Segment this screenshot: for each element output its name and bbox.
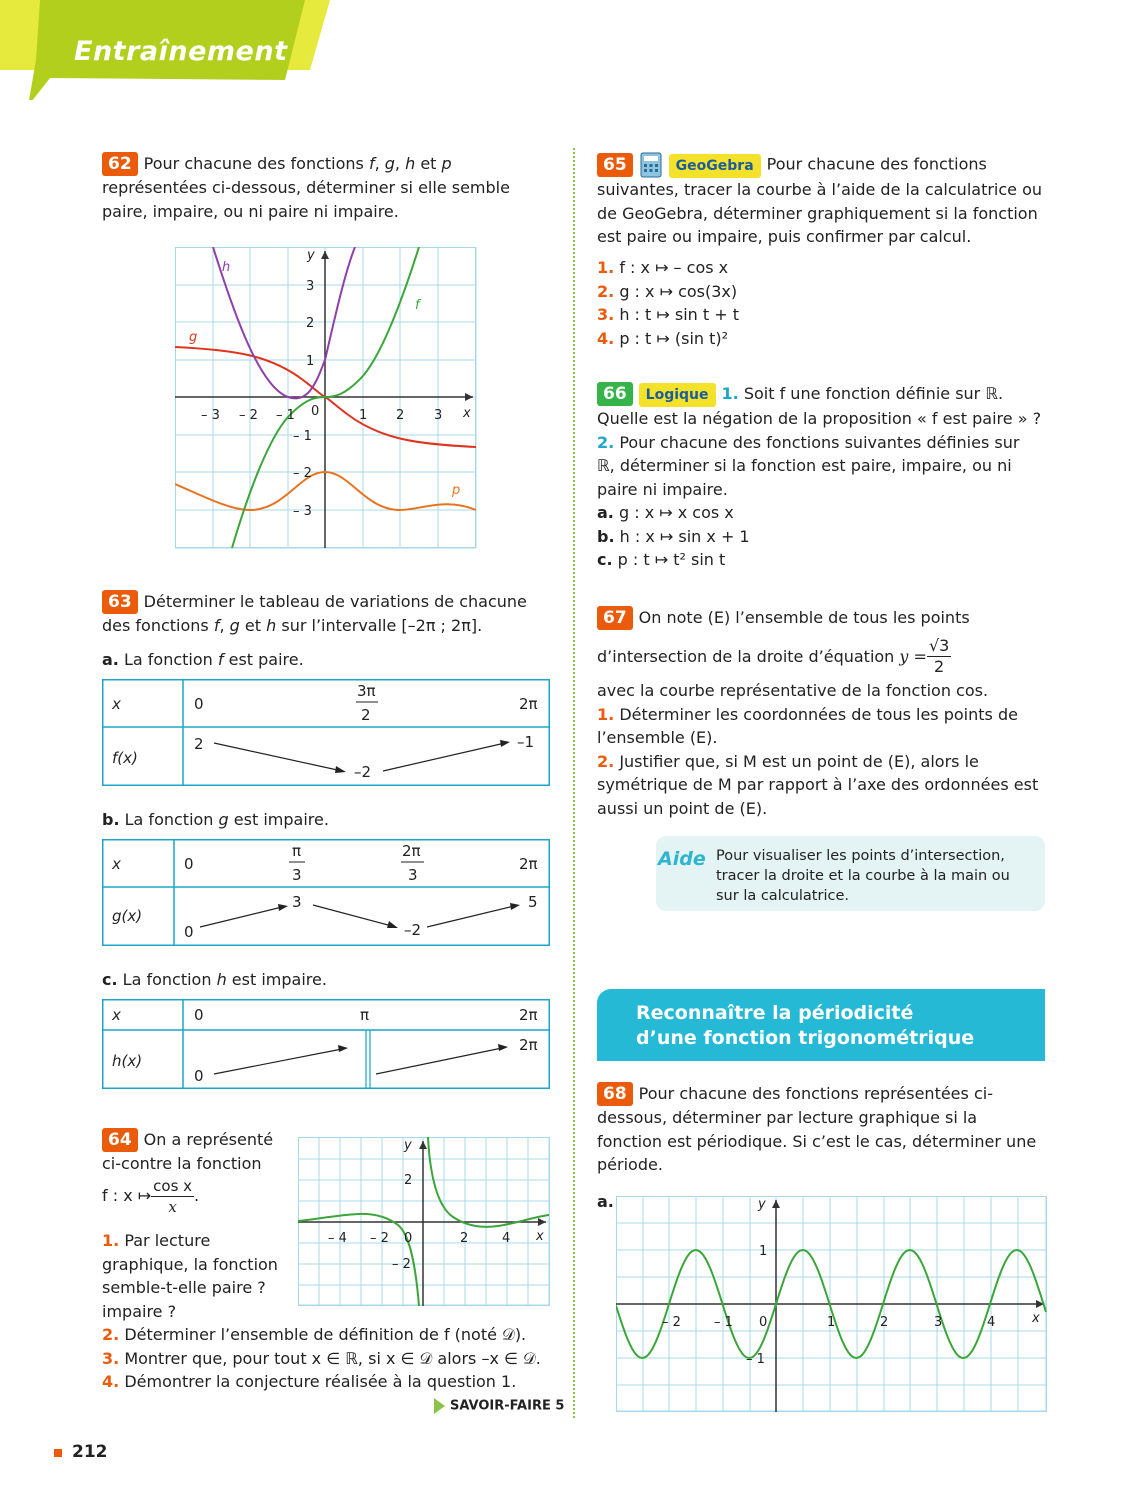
graph-64 bbox=[298, 1137, 550, 1306]
aide-text: Pour visualiser les points d’intersection, tracer la droite et la courbe à la main ou sur la calculatrice. bbox=[716, 848, 1010, 904]
svg-text:2: 2 bbox=[361, 706, 371, 724]
column-divider bbox=[573, 148, 575, 1418]
svg-text:π: π bbox=[360, 1006, 370, 1024]
y-tick: – 2 bbox=[293, 466, 312, 481]
svg-text:4: 4 bbox=[987, 1315, 996, 1330]
footer-bullet bbox=[54, 1449, 62, 1457]
graph-62-labels bbox=[189, 248, 471, 519]
section-title: Reconnaître la périodicité d’une fonction trigonométrique bbox=[636, 1002, 975, 1049]
list-item: 4. p : t ↦ (sin t)² bbox=[597, 328, 729, 348]
exercise-number: 68 bbox=[597, 1082, 633, 1106]
svg-text:π: π bbox=[292, 842, 302, 860]
graph-62 bbox=[175, 247, 477, 549]
ex67-body: avec la courbe représentative de la fonction cos. 1. Déterminer les coordonnées de tous les points de l’ensemble (E). 2. Justifier que, si M est un point de (E), alors le symétrique de M par rapport à l’axe des ordonnées est aussi un point de (E). bbox=[597, 681, 1039, 818]
svg-text:5: 5 bbox=[528, 893, 538, 911]
svg-text:1: 1 bbox=[759, 1244, 768, 1259]
x-tick: 3 bbox=[434, 408, 443, 423]
svg-text:– 1: – 1 bbox=[714, 1315, 733, 1330]
curve-label-p: p bbox=[452, 483, 461, 498]
svg-text:x: x bbox=[112, 695, 121, 713]
list-item: 2. g : x ↦ cos(3x) bbox=[597, 281, 738, 301]
svg-text:3: 3 bbox=[408, 866, 418, 884]
svg-text:– 4: – 4 bbox=[328, 1231, 347, 1246]
list-item: c. p : t ↦ t² sin t bbox=[597, 550, 726, 569]
curve-label-g: g bbox=[189, 330, 198, 345]
geogebra-badge: GeoGebra bbox=[669, 154, 761, 178]
svg-text:g(x): g(x) bbox=[112, 907, 143, 925]
svg-text:– 2: – 2 bbox=[392, 1257, 411, 1272]
exercise-number: 62 bbox=[102, 152, 138, 176]
y-tick: – 3 bbox=[293, 504, 312, 519]
svg-text:2: 2 bbox=[194, 735, 204, 753]
ex64-q2-q4: 2. Déterminer l’ensemble de définition de f (noté 𝒟). 3. Montrer que, pour tout x ∈ ℝ, si x ∈ 𝒟 alors –x ∈ 𝒟. 4. Démontrer la conjecture réalisée à la question 1. bbox=[102, 1325, 541, 1391]
header-title: Entraînement bbox=[74, 36, 288, 67]
x-tick: – 3 bbox=[201, 408, 220, 423]
exercise-number: 67 bbox=[597, 606, 633, 630]
svg-text:y: y bbox=[758, 1197, 766, 1212]
x-tick: 2 bbox=[396, 408, 405, 423]
svg-text:0: 0 bbox=[184, 855, 194, 873]
variation-table-h bbox=[102, 999, 550, 1089]
svg-text:–2: –2 bbox=[404, 921, 422, 939]
svg-text:– 2: – 2 bbox=[370, 1231, 389, 1246]
svg-text:3: 3 bbox=[292, 893, 302, 911]
curve-label-f: f bbox=[415, 298, 420, 313]
exercise-62: 62 Pour chacune des fonctions f, g, h et p représentées ci-dessous, déterminer si elle semble paire, impaire, ou ni paire ni impaire. bbox=[102, 154, 510, 221]
ex64-q1: 1. Par lecture graphique, la fonction semble-t-elle paire ? impaire ? bbox=[102, 1231, 278, 1321]
svg-text:x: x bbox=[112, 855, 121, 873]
svg-text:2π: 2π bbox=[519, 1036, 538, 1054]
svg-text:–2: –2 bbox=[354, 763, 372, 781]
svg-text:2: 2 bbox=[880, 1315, 889, 1330]
svg-text:0: 0 bbox=[194, 1067, 204, 1085]
svg-text:x: x bbox=[536, 1229, 544, 1244]
svg-text:2π: 2π bbox=[402, 842, 421, 860]
exercise-65: 65 GeoGebra Pour chacune des fonctions suivantes, tracer la courbe à l’aide de la calculatrice ou de GeoGebra, déterminer graphiquement si la fonction est paire ou impaire, puis confirmer par calcul. bbox=[597, 152, 1042, 249]
play-icon bbox=[434, 1398, 445, 1414]
origin-label: 0 bbox=[311, 404, 320, 419]
curve-label-h: h bbox=[222, 260, 231, 275]
y-tick: 1 bbox=[306, 354, 315, 369]
svg-text:– 2: – 2 bbox=[662, 1315, 681, 1330]
list-item: a. g : x ↦ x cos x bbox=[597, 503, 734, 522]
ex63-c-title: c. La fonction h est impaire. bbox=[102, 970, 327, 989]
exercise-66: 66 Logique 1. Soit f une fonction définie sur ℝ. Quelle est la négation de la proposition « f est paire » ? 2. Pour chacune des fonctions suivantes définies sur ℝ, déterminer si la fonction est paire, impaire, ou ni paire ni impaire. a. g : x ↦ x cos x b. h : x ↦ sin x + 1 c. p : t ↦ t² sin t bbox=[597, 382, 1042, 572]
y-tick: – 1 bbox=[293, 429, 312, 444]
svg-text:f(x): f(x) bbox=[112, 749, 138, 767]
savoir-faire-link[interactable]: SAVOIR-FAIRE 5 bbox=[434, 1398, 564, 1414]
svg-text:3π: 3π bbox=[357, 682, 376, 700]
page-number: 212 bbox=[72, 1442, 108, 1462]
svg-text:2π: 2π bbox=[519, 855, 538, 873]
list-item: b. h : x ↦ sin x + 1 bbox=[597, 526, 750, 546]
exercise-63: 63 Déterminer le tableau de variations de chacune des fonctions f, g et h sur l’intervalle [–2π ; 2π]. bbox=[102, 592, 527, 635]
exercise-68: 68 Pour chacune des fonctions représentées ci-dessous, déterminer par lecture graphique si la fonction est périodique. Si c’est le cas, déterminer une période. bbox=[597, 1084, 1037, 1174]
svg-text:3: 3 bbox=[292, 866, 302, 884]
svg-text:y: y bbox=[404, 1138, 412, 1153]
svg-text:2π: 2π bbox=[519, 695, 538, 713]
curve-f-right bbox=[428, 1137, 549, 1227]
exercise-number: 64 bbox=[102, 1128, 138, 1152]
ex67-equation-line: d’intersection de la droite d’équation y = $\frac{√3}{2}$ bbox=[597, 636, 950, 676]
svg-text:–1: –1 bbox=[517, 733, 535, 751]
svg-text:x: x bbox=[112, 1006, 121, 1024]
curve-h bbox=[213, 247, 355, 398]
ex63-a-title: a. La fonction f est paire. bbox=[102, 650, 304, 669]
svg-text:0: 0 bbox=[194, 695, 204, 713]
graph-68 bbox=[616, 1196, 1047, 1412]
ex68-a-label: a. bbox=[597, 1192, 614, 1211]
list-item: 3. h : t ↦ sin t + t bbox=[597, 305, 739, 324]
svg-text:h(x): h(x) bbox=[112, 1052, 143, 1070]
x-tick: – 1 bbox=[276, 408, 295, 423]
exercise-number: 65 bbox=[597, 153, 633, 177]
svg-text:2: 2 bbox=[460, 1231, 469, 1246]
ex65-items bbox=[597, 256, 1042, 350]
svg-text:– 1: – 1 bbox=[746, 1352, 765, 1367]
y-axis-label: y bbox=[307, 248, 315, 263]
svg-text:4: 4 bbox=[502, 1231, 511, 1246]
exercise-number: 63 bbox=[102, 590, 138, 614]
ex63-b-title: b. La fonction g est impaire. bbox=[102, 810, 329, 829]
svg-text:2: 2 bbox=[404, 1173, 413, 1188]
variation-table-g bbox=[102, 839, 550, 946]
svg-text:0: 0 bbox=[404, 1231, 413, 1246]
logique-badge: Logique bbox=[639, 383, 716, 407]
svg-text:0: 0 bbox=[184, 923, 194, 941]
svg-text:1: 1 bbox=[827, 1315, 836, 1330]
svg-text:2π: 2π bbox=[519, 1006, 538, 1024]
y-tick: 2 bbox=[306, 316, 315, 331]
svg-text:x: x bbox=[1032, 1311, 1040, 1326]
exercise-number: 66 bbox=[597, 382, 633, 406]
x-tick: – 2 bbox=[239, 408, 258, 423]
calculator-icon bbox=[639, 152, 663, 178]
exercise-64: 64 On a représenté ci-contre la fonction f : x ↦ $\frac{\text{cos x}}{x}$ . bbox=[102, 1130, 274, 1216]
svg-text:3: 3 bbox=[934, 1315, 943, 1330]
exercise-67: 67 On note (E) l’ensemble de tous les points bbox=[597, 606, 1042, 630]
list-item: 1. f : x ↦ – cos x bbox=[597, 258, 729, 277]
y-tick: 3 bbox=[306, 279, 315, 294]
svg-text:0: 0 bbox=[759, 1315, 768, 1330]
x-axis-label: x bbox=[463, 406, 471, 421]
x-tick: 1 bbox=[359, 408, 368, 423]
svg-text:0: 0 bbox=[194, 1006, 204, 1024]
variation-table-f bbox=[102, 679, 550, 786]
aide-tag: Aide bbox=[658, 848, 706, 870]
